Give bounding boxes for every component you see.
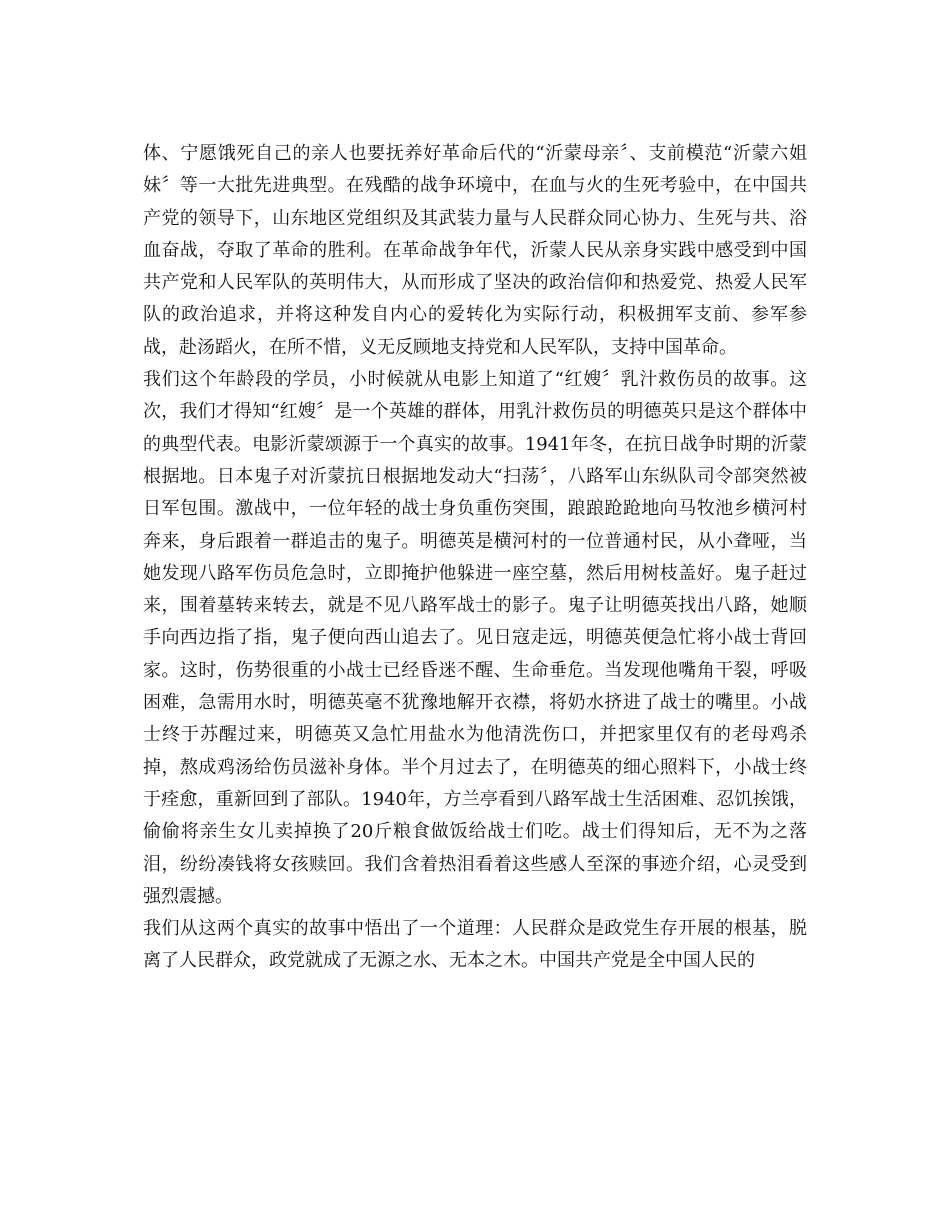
paragraph-3: 我们从这两个真实的故事中悟出了一个道理：人民群众是政党生存开展的根基，脱离了人民群众，政党就成了无源之水、无本之木。中国共产党是全中国人民的 [143, 918, 807, 972]
document-page [143, 138, 807, 978]
paragraph-1: 体、宁愿饿死自己的亲人也要抚养好革命后代的“沂蒙母亲〞、支前模范“沂蒙六姐妹〞等一大批先进典型。在残酷的战争环境中，在血与火的生死考验中，在中国共产党的领导下，山东地区党组织及其武装力量与人民群众同心协力、生死与共、浴血奋战，夺取了革命的胜利。在革命战争年代，沂蒙人民从亲身实践中感受到中国共产党和人民军队的英明伟大，从而形成了坚决的政治信仰和热爱党、热爱人民军队的政治追求，并将这种发自内心的爱转化为实际行动，积极拥军支前、参军参战，赴汤蹈火，在所不惜，义无反顾地支持党和人民军队，支持中国革命。 [143, 143, 807, 358]
paragraph-2: 我们这个年龄段的学员，小时候就从电影上知道了“红嫂〞乳汁救伤员的故事。这次，我们才得知“红嫂〞是一个英雄的群体，用乳汁救伤员的明德英只是这个群体中的典型代表。电影沂蒙颂源于一个真实的故事。1941年冬，在抗日战争时期的沂蒙根据地。日本鬼子对沂蒙抗日根据地发动大“扫荡〞，八路军山东纵队司令部突然被日军包围。激战中，一位年轻的战士身负重伤突围，踉踉跄跄地向马牧池乡横河村奔来，身后跟着一群追击的鬼子。明德英是横河村的一位普通村民，从小聋哑，当她发现八路军伤员危急时，立即掩护他躲进一座空墓，然后用树枝盖好。鬼子赶过来，围着墓转来转去，就是不见八路军战士的影子。鬼子让明德英找出八路，她顺手向西边指了指，鬼子便向西山追去了。见日寇走远，明德英便急忙将小战士背回家。这时，伤势很重的小战士已经昏迷不醒、生命垂危。当发现他嘴角干裂，呼吸困难，急需用水时，明德英毫不犹豫地解开衣襟，将奶水挤进了战士的嘴里。小战士终于苏醒过来，明德英又急忙用盐水为他清洗伤口，并把家里仅有的老母鸡杀掉，熬成鸡汤给伤员滋补身体。半个月过去了，在明德英的细心照料下，小战士终于痊愈，重新回到了部队。1940年，方兰亭看到八路军战士生活困难、忍饥挨饿，偷偷将亲生女儿卖掉换了20斤粮食做饭给战士们吃。战士们得知后，无不为之落泪，纷纷凑钱将女孩赎回。我们含着热泪看着这些感人至深的事迹介绍，心灵受到强烈震撼。 [143, 369, 807, 907]
